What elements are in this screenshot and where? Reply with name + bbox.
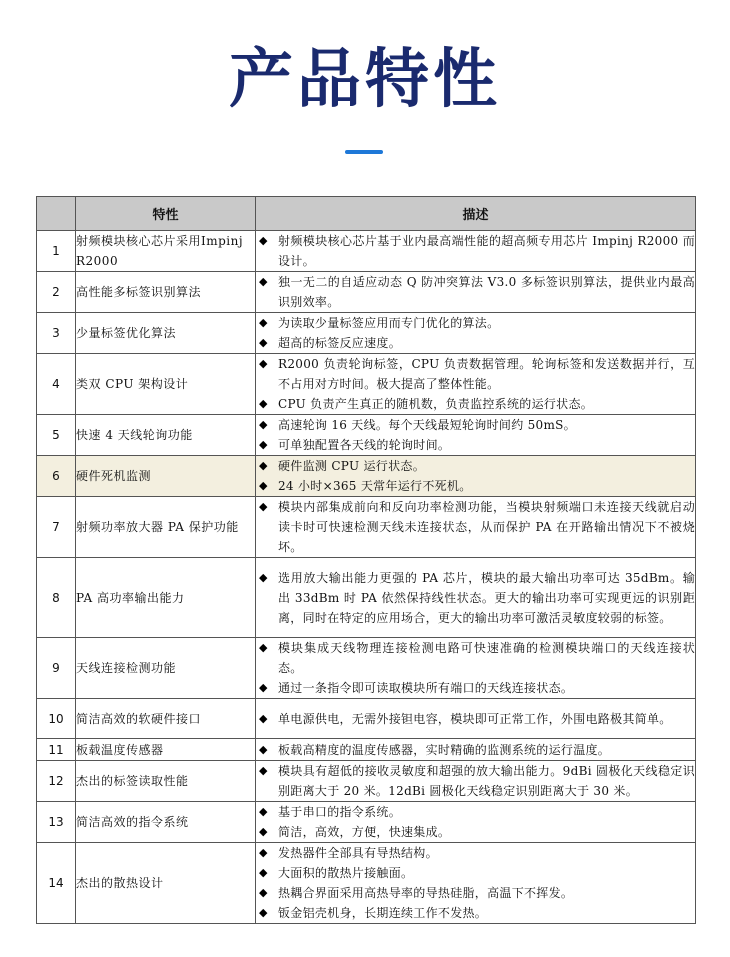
diamond-bullet-icon: ◆ — [259, 570, 268, 584]
description-item — [256, 568, 695, 628]
description-text: 独一无二的自适应动态 Q 防冲突算法 V3.0 多标签识别算法，提供业内最高识别效率。 — [278, 275, 695, 309]
description-cell — [256, 354, 696, 415]
description-cell — [256, 843, 696, 924]
description-text: 模块内部集成前向和反向功率检测功能，当模块射频端口未连接天线就启动读卡时可快速检测天线未连接状态，从而保护 PA 在开路输出情况下不被烧坏。 — [278, 500, 695, 554]
description-text: 发热器件全部具有导热结构。 — [278, 846, 438, 860]
description-list — [256, 709, 695, 729]
table-row — [37, 802, 696, 843]
description-item — [256, 231, 695, 271]
description-cell — [256, 761, 696, 802]
description-text: 模块具有超低的接收灵敏度和超强的放大输出能力。9dBi 圆极化天线稳定识别距离大于 20 米。12dBi 圆极化天线稳定识别距离大于 30 米。 — [278, 764, 695, 798]
feature-cell: 简洁高效的指令系统 — [76, 802, 256, 843]
description-list — [256, 761, 695, 801]
description-list — [256, 843, 695, 923]
table-body — [37, 231, 696, 924]
row-number: 11 — [37, 739, 76, 761]
description-text: 通过一条指令即可读取模块所有端口的天线连接状态。 — [278, 681, 574, 695]
diamond-bullet-icon: ◆ — [259, 711, 268, 725]
header-feature: 特性 — [76, 197, 256, 231]
diamond-bullet-icon: ◆ — [259, 846, 268, 859]
description-cell — [256, 456, 696, 497]
description-text: 单电源供电，无需外接钽电容，模块即可正常工作，外围电路极其简单。 — [278, 711, 672, 726]
title-underline — [345, 150, 383, 154]
diamond-bullet-icon: ◆ — [259, 357, 268, 370]
description-text: 钣金铝壳机身，长期连续工作不发热。 — [278, 906, 488, 920]
row-number: 5 — [37, 415, 76, 456]
diamond-bullet-icon: ◆ — [259, 742, 268, 756]
diamond-bullet-icon: ◆ — [259, 805, 268, 818]
diamond-bullet-icon: ◆ — [259, 459, 268, 472]
description-text: 24 小时×365 天常年运行不死机。 — [278, 479, 472, 493]
description-text: 超高的标签反应速度。 — [278, 336, 402, 350]
diamond-bullet-icon: ◆ — [259, 641, 268, 654]
description-item — [256, 843, 695, 863]
description-item — [256, 415, 695, 435]
diamond-bullet-icon: ◆ — [259, 479, 268, 492]
description-text: 为读取少量标签应用而专门优化的算法。 — [278, 316, 500, 330]
description-item — [256, 313, 695, 333]
description-text: 高速轮询 16 天线。每个天线最短轮询时间约 50mS。 — [278, 418, 576, 432]
description-item — [256, 802, 695, 822]
description-item — [256, 761, 695, 801]
diamond-bullet-icon: ◆ — [259, 886, 268, 899]
table-header-row — [37, 197, 696, 231]
description-cell — [256, 739, 696, 761]
diamond-bullet-icon: ◆ — [259, 438, 268, 451]
feature-cell: 杰出的散热设计 — [76, 843, 256, 924]
description-item — [256, 709, 695, 729]
description-item — [256, 497, 695, 557]
description-item — [256, 476, 695, 496]
feature-cell: 天线连接检测功能 — [76, 638, 256, 699]
row-number: 14 — [37, 843, 76, 924]
description-text: 硬件监测 CPU 运行状态。 — [278, 459, 425, 473]
feature-cell: 简洁高效的软硬件接口 — [76, 699, 256, 739]
description-item — [256, 740, 695, 760]
row-number: 13 — [37, 802, 76, 843]
description-cell — [256, 272, 696, 313]
diamond-bullet-icon: ◆ — [259, 336, 268, 349]
description-cell — [256, 313, 696, 354]
description-text: R2000 负责轮询标签，CPU 负责数据管理。轮询标签和发送数据并行，互不占用对方时间。极大提高了整体性能。 — [278, 357, 695, 391]
description-item — [256, 883, 695, 903]
description-list — [256, 638, 695, 698]
description-cell — [256, 699, 696, 739]
description-list — [256, 568, 695, 628]
row-number: 6 — [37, 456, 76, 497]
diamond-bullet-icon: ◆ — [259, 397, 268, 410]
description-text: 可单独配置各天线的轮询时间。 — [278, 438, 451, 452]
description-text: 板载高精度的温度传感器，实时精确的监测系统的运行温度。 — [278, 742, 611, 757]
description-item — [256, 456, 695, 476]
diamond-bullet-icon: ◆ — [259, 906, 268, 919]
page-title: 产品特性 — [229, 43, 501, 117]
row-number: 8 — [37, 558, 76, 638]
description-item — [256, 678, 695, 698]
description-item — [256, 394, 695, 414]
description-list — [256, 740, 695, 760]
feature-cell: 杰出的标签读取性能 — [76, 761, 256, 802]
diamond-bullet-icon: ◆ — [259, 275, 268, 288]
description-item — [256, 435, 695, 455]
feature-cell: 高性能多标签识别算法 — [76, 272, 256, 313]
table-row — [37, 497, 696, 558]
description-list — [256, 354, 695, 414]
description-list — [256, 313, 695, 353]
table-row — [37, 354, 696, 415]
row-number: 4 — [37, 354, 76, 415]
description-text: 选用放大输出能力更强的 PA 芯片，模块的最大输出功率可达 35dBm。输出 33dBm 时 PA 依然保持线性状态。更大的输出功率可实现更远的识别距离，同时在特定的应用场合，更大的输出功率可激活灵敏度较弱的标签。 — [278, 570, 695, 625]
diamond-bullet-icon: ◆ — [259, 500, 268, 513]
table-row — [37, 415, 696, 456]
description-list — [256, 456, 695, 496]
description-item — [256, 354, 695, 394]
description-list — [256, 802, 695, 842]
row-number: 3 — [37, 313, 76, 354]
row-number: 12 — [37, 761, 76, 802]
feature-cell: 板载温度传感器 — [76, 739, 256, 761]
table-row — [37, 739, 696, 761]
description-item — [256, 333, 695, 353]
description-cell — [256, 638, 696, 699]
description-cell — [256, 558, 696, 638]
description-item — [256, 863, 695, 883]
header-no — [37, 197, 76, 231]
description-text: 热耦合界面采用高热导率的导热硅脂，高温下不挥发。 — [278, 886, 574, 900]
feature-cell: 快速 4 天线轮询功能 — [76, 415, 256, 456]
description-item — [256, 638, 695, 678]
table-row — [37, 313, 696, 354]
diamond-bullet-icon: ◆ — [259, 764, 268, 777]
row-number: 1 — [37, 231, 76, 272]
description-text: CPU 负责产生真正的随机数，负责监控系统的运行状态。 — [278, 397, 594, 411]
table-row — [37, 272, 696, 313]
description-item — [256, 272, 695, 312]
description-list — [256, 231, 695, 271]
description-cell — [256, 415, 696, 456]
row-number: 9 — [37, 638, 76, 699]
feature-cell: 射频功率放大器 PA 保护功能 — [76, 497, 256, 558]
description-cell — [256, 497, 696, 558]
diamond-bullet-icon: ◆ — [259, 316, 268, 329]
diamond-bullet-icon: ◆ — [259, 418, 268, 431]
table-row — [37, 699, 696, 739]
row-number: 7 — [37, 497, 76, 558]
table-row — [37, 558, 696, 638]
description-list — [256, 272, 695, 312]
description-cell — [256, 231, 696, 272]
diamond-bullet-icon: ◆ — [259, 234, 268, 247]
diamond-bullet-icon: ◆ — [259, 825, 268, 838]
description-list — [256, 497, 695, 557]
description-item — [256, 822, 695, 842]
description-text: 基于串口的指令系统。 — [278, 805, 402, 819]
table-row — [37, 231, 696, 272]
description-text: 简洁，高效，方便，快速集成。 — [278, 825, 451, 839]
feature-cell: PA 高功率输出能力 — [76, 558, 256, 638]
description-item — [256, 903, 695, 923]
row-number: 2 — [37, 272, 76, 313]
feature-cell: 少量标签优化算法 — [76, 313, 256, 354]
diamond-bullet-icon: ◆ — [259, 866, 268, 879]
features-table — [36, 196, 696, 924]
row-number: 10 — [37, 699, 76, 739]
description-text: 射频模块核心芯片基于业内最高端性能的超高频专用芯片 Impinj R2000 而设计。 — [278, 234, 695, 268]
feature-cell: 硬件死机监测 — [76, 456, 256, 497]
diamond-bullet-icon: ◆ — [259, 681, 268, 694]
table-row — [37, 761, 696, 802]
feature-cell: 类双 CPU 架构设计 — [76, 354, 256, 415]
header-description: 描述 — [256, 197, 696, 231]
description-list — [256, 415, 695, 455]
table-row — [37, 456, 696, 497]
feature-cell: 射频模块核心芯片采用Impinj R2000 — [76, 231, 256, 272]
table-row — [37, 638, 696, 699]
table-row — [37, 843, 696, 924]
description-cell — [256, 802, 696, 843]
description-text: 大面积的散热片接触面。 — [278, 866, 414, 880]
description-text: 模块集成天线物理连接检测电路可快速准确的检测模块端口的天线连接状态。 — [278, 641, 695, 675]
